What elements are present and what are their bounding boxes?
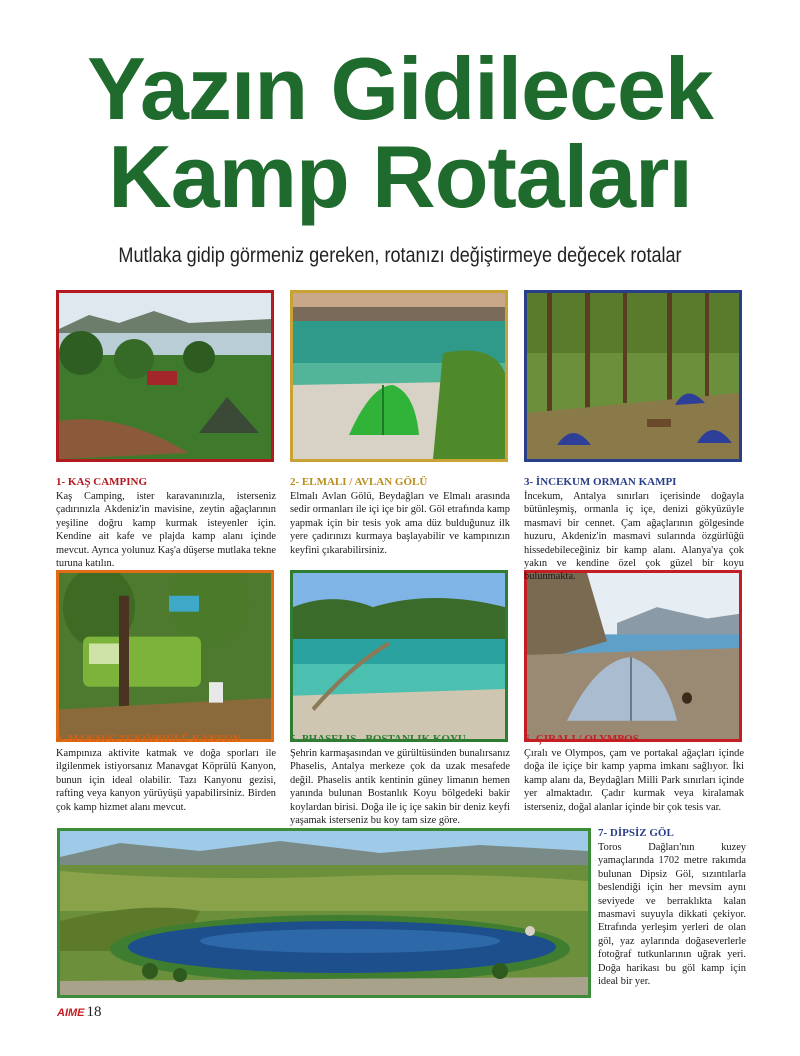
page-title-line1: Yazın Gidilecek bbox=[87, 39, 713, 138]
photo-avlan-golu bbox=[290, 290, 508, 462]
section-body: İncekum, Antalya sınırları içerisinde doğayla bütünleşmiş, ormanla iç içe, denizi gökyüzüyle masmavi bir cennet. Çam ağaçlarının gölgesinde huzuru, Akdeniz'in masmavi sularında özgürlüğü hissedebileceğiniz bir kamp alanı. Alanya'ya çok yakın ve kendine özel çok güzel bir koyu bulunmakta. bbox=[524, 491, 744, 583]
photo-dipsiz-gol bbox=[57, 828, 591, 998]
section-heading: 1- KAŞ CAMPING bbox=[56, 476, 148, 488]
section-body: Elmalı Avlan Gölü, Beydağları ve Elmalı arasında sedir ormanları ile içi içe bir göl. Göl etrafında kamp yapmak için bir tesis yok ama düz bulduğunuz ilk yere çadırınızı kurmaya başlayabilir ve kampınızın keyfini çıkarabilirsiniz. bbox=[290, 491, 510, 556]
magazine-logo: AIME bbox=[57, 1007, 85, 1019]
section-body: Kampınıza aktivite katmak ve doğa sporları ile ilgilenmek istiyorsanız Manavgat Köprülü Kanyon, bunun için ideal olabilir. Tazı Kanyonu gezisi, rafting veya kanyon yürüyüşü yapabilirsiniz. Birden çok kamp hizmet alanı mevcut. bbox=[56, 748, 276, 813]
section-manavgat bbox=[56, 732, 276, 814]
section-incekum bbox=[524, 475, 744, 584]
section-phaselis bbox=[290, 732, 510, 827]
page-number: 18 bbox=[86, 1004, 102, 1020]
section-body: Toros Dağları'nın kuzey yamaçlarında 1702 metre rakımda bulunan Dipsiz Göl, sızıntılarla beslendiği için her mevsim aynı seviyede ve berraklıkta kalan masmavi suyuyla dikkati çekiyor. Etrafında yerleşim yerleri de olan göl, yaz aylarında doğaseverlerle fotoğraf tutkunlarının uğrak yeri. Doğa harikası bu göl kamp için ideal bir yer. bbox=[598, 842, 746, 988]
section-heading: 4- MANAVGAT KÖPRÜLÜ KANYON bbox=[56, 733, 241, 745]
section-body: Çıralı ve Olympos, çam ve portakal ağaçları içinde doğa ile içiçe bir kamp yapma imkanı sağlıyor. İki kamp alanı da, Beydağları Milli Park sınırları içinde yer almaktadır. Çadır kurmak veya kiralamak isterseniz, doğal alanlar içinde bir çok tesis var. bbox=[524, 748, 744, 813]
section-kas-camping bbox=[56, 475, 276, 570]
section-heading: 3- İNCEKUM ORMAN KAMPI bbox=[524, 476, 677, 488]
photo-phaselis-bostanlik bbox=[290, 570, 508, 742]
section-avlan-golu bbox=[290, 475, 510, 557]
section-heading: 2- ELMALI / AVLAN GÖLÜ bbox=[290, 476, 428, 488]
photo-kas-camping bbox=[56, 290, 274, 462]
section-heading: 6- ÇIRALI / OLYMPOS bbox=[524, 733, 639, 745]
section-body: Şehrin karmaşasından ve gürültüsünden bunalırsanız Phaselis, Antalya merkeze çok da uzak mesafede değil. Phaselis antik kentinin güney limanın hemen yanında bulunan Bostanlık Koyu bölgedeki bakir koylardan birisi. Doğa ile iç içe sakin bir deniz keyfi yaşamak isterseniz bu koy tam size göre. bbox=[290, 748, 510, 827]
section-cirali bbox=[524, 732, 744, 814]
section-dipsiz-gol bbox=[598, 826, 746, 988]
section-heading: 5- PHASELIS - BOSTANLIK KOYU bbox=[290, 733, 466, 745]
page-footer bbox=[57, 1004, 102, 1021]
photo-incekum-orman bbox=[524, 290, 742, 462]
page-title-line2: Kamp Rotaları bbox=[108, 127, 692, 226]
photo-cirali-olympos bbox=[524, 570, 742, 742]
page-subtitle: Mutlaka gidip görmeniz gereken, rotanızı değiştirmeye değecek rotalar bbox=[118, 244, 682, 267]
section-heading: 7- DİPSİZ GÖL bbox=[598, 827, 674, 839]
photo-manavgat-kanyon bbox=[56, 570, 274, 742]
section-body: Kaş Camping, ister karavanınızla, isterseniz çadırınızla Akdeniz'in mavisine, zeytin ağaçlarının yeşiline doğru kamp kurmak isteyenler için. Kendine ait kafe ve plajda kamp alanı içinde mevcut. Ayrıca yolunuz Kaş'a düşerse mutlaka tekne turuna katılın. bbox=[56, 491, 276, 570]
